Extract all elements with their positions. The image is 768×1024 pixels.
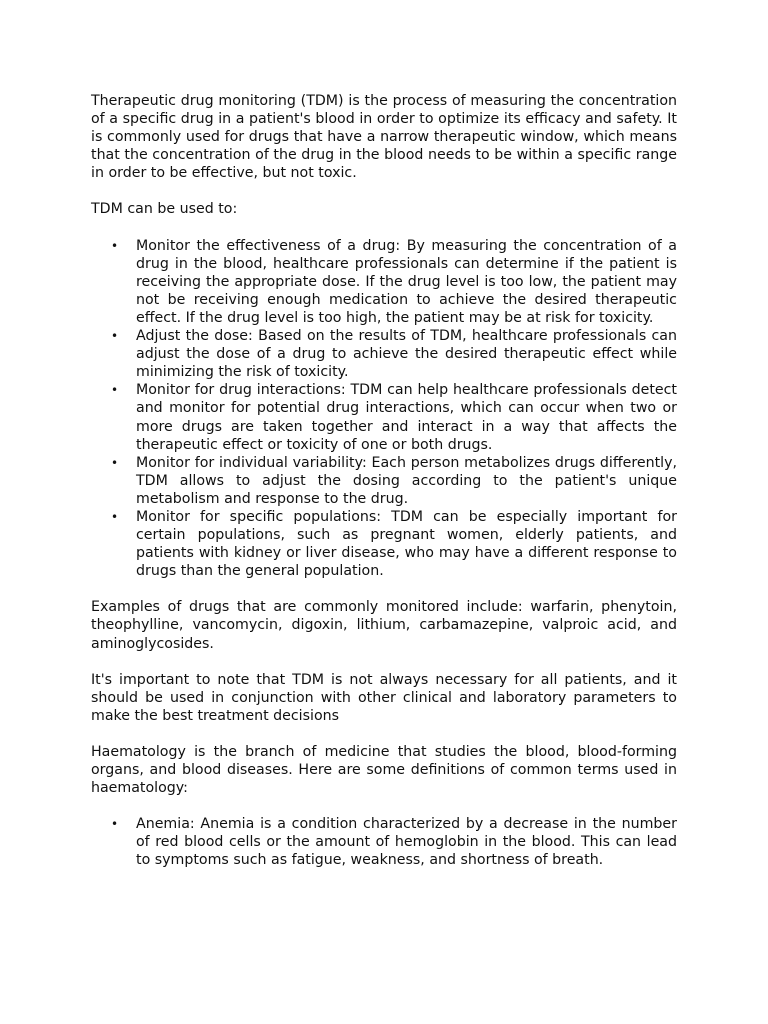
list-item [111,381,677,453]
list-item [111,237,677,327]
bullet-icon: • [111,509,119,524]
tdm-uses-list [91,237,677,581]
list-item-text: Anemia: Anemia is a condition characterized by a decrease in the number of red blood cells or the amount of hemoglobin in the blood. This can lead to symptoms such as fatigue, weakness, and shortness of breath. [136,816,677,869]
list-item-text: Monitor the effectiveness of a drug: By measuring the concentration of a drug in the blood, healthcare professionals can determine if the patient is receiving the appropriate dose. If the drug level is too low, the patient may not be receiving enough medication to achieve the desired therapeutic effect. If the drug level is too high, the patient may be at risk for toxicity. [136,237,677,326]
document-page [91,92,677,887]
list-item-text: Adjust the dose: Based on the results of TDM, healthcare professionals can adjust the dose of a drug to achieve the desired therapeutic effect while minimizing the risk of toxicity. [136,328,677,381]
list-item [111,327,677,381]
bullet-icon: • [111,238,119,253]
haematology-terms-list [91,815,677,869]
list-item-text: Monitor for individual variability: Each person metabolizes drugs differently, TDM allows to adjust the dosing according to the patient's unique metabolism and response to the drug. [136,454,677,507]
bullet-icon: • [111,455,119,470]
paragraph-tdm-uses-heading: TDM can be used to: [91,201,238,218]
bullet-icon: • [111,817,119,832]
paragraph-tdm-intro: Therapeutic drug monitoring (TDM) is the process of measuring the concentration of a specific drug in a patient's blood in order to optimize its efficacy and safety. It is commonly used for drugs that have a narrow therapeutic window, which means that the concentration of the drug in the blood needs to be within a specific range in order to be effective, but not toxic. [91,93,677,182]
list-item [111,454,677,508]
list-item [111,815,677,869]
list-item-text: Monitor for drug interactions: TDM can help healthcare professionals detect and monitor for potential drug interactions, which can occur when two or more drugs are taken together and interact in a way that affects the therapeutic effect or toxicity of one or both drugs. [136,382,677,453]
paragraph-haematology-intro: Haematology is the branch of medicine that studies the blood, blood-forming organs, and blood diseases. Here are some definitions of common terms used in haematology: [91,743,677,797]
list-item-text: Monitor for specific populations: TDM can be especially important for certain populations, such as pregnant women, elderly patients, and patients with kidney or liver disease, who may have a different response to drugs than the general population. [136,508,677,580]
list-item [111,508,677,580]
paragraph-tdm-note: It's important to note that TDM is not always necessary for all patients, and it should be used in conjunction with other clinical and laboratory parameters to make the best treatment decisions [91,671,677,724]
bullet-icon: • [111,329,119,344]
bullet-icon: • [111,383,119,398]
paragraph-drug-examples: Examples of drugs that are commonly monitored include: warfarin, phenytoin, theophylline, vancomycin, digoxin, lithium, carbamazepine, valproic acid, and aminoglycosides. [91,599,677,652]
